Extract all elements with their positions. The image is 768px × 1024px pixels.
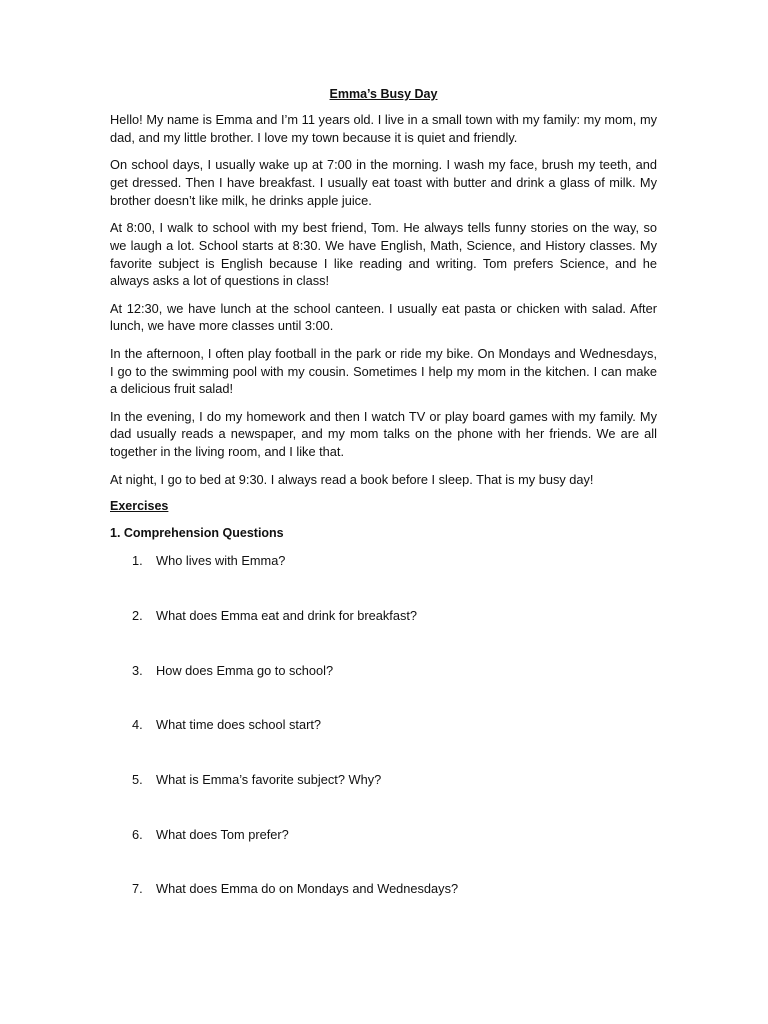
question-number: 5. bbox=[132, 772, 143, 788]
paragraph-school: At 8:00, I walk to school with my best friend, Tom. He always tells funny stories on the way, so we laugh a lot. School starts at 8:30. We have English, Math, Science, and History classes. My favorite subject is English because I like reading and writing. Tom prefers Science, and he always asks a lot of questions in class! bbox=[110, 219, 657, 289]
question-text: How does Emma go to school? bbox=[156, 662, 334, 678]
paragraph-evening: In the evening, I do my homework and then I watch TV or play board games with my family. My dad usually reads a newspaper, and my mom talks on the phone with her friends. We are all together in the living room, and I like that. bbox=[110, 408, 657, 460]
question-text: What does Tom prefer? bbox=[156, 826, 289, 842]
question-number: 2. bbox=[132, 608, 143, 624]
question-item bbox=[110, 771, 657, 788]
question-item bbox=[110, 662, 657, 679]
question-text: What is Emma’s favorite subject? Why? bbox=[156, 772, 382, 788]
document-page bbox=[110, 86, 657, 935]
question-item bbox=[110, 716, 657, 733]
comprehension-heading: 1. Comprehension Questions bbox=[110, 526, 284, 541]
paragraph-intro: Hello! My name is Emma and I’m 11 years old. I live in a small town with my family: my mom, my dad, and my little brother. I love my town because it is quiet and friendly. bbox=[110, 112, 657, 145]
document-title: Emma’s Busy Day bbox=[329, 87, 438, 101]
question-text: What does Emma eat and drink for breakfast? bbox=[156, 608, 418, 624]
exercises-heading: Exercises bbox=[110, 499, 169, 514]
question-item bbox=[110, 880, 657, 897]
question-item bbox=[110, 826, 657, 843]
question-number: 7. bbox=[132, 881, 143, 897]
question-item bbox=[110, 552, 657, 569]
question-text: Who lives with Emma? bbox=[156, 553, 286, 569]
paragraph-afternoon: In the afternoon, I often play football in the park or ride my bike. On Mondays and Wednesdays, I go to the swimming pool with my cousin. Sometimes I help my mom in the kitchen. I can make a delicious fruit salad! bbox=[110, 345, 657, 397]
question-number: 1. bbox=[132, 553, 143, 569]
question-number: 3. bbox=[132, 662, 143, 678]
paragraph-night: At night, I go to bed at 9:30. I always read a book before I sleep. That is my busy day! bbox=[110, 471, 594, 487]
question-text: What does Emma do on Mondays and Wednesdays? bbox=[156, 881, 459, 897]
question-text: What time does school start? bbox=[156, 717, 322, 733]
question-item bbox=[110, 607, 657, 624]
question-number: 6. bbox=[132, 826, 143, 842]
paragraph-lunch: At 12:30, we have lunch at the school canteen. I usually eat pasta or chicken with salad. After lunch, we have more classes until 3:00. bbox=[110, 300, 657, 334]
paragraph-morning: On school days, I usually wake up at 7:00 in the morning. I wash my face, brush my teeth, and get dressed. Then I have breakfast. I usually eat toast with butter and drink a glass of milk. My brother doesn’t like milk, he drinks apple juice. bbox=[110, 157, 657, 208]
question-list bbox=[110, 552, 657, 897]
question-number: 4. bbox=[132, 717, 143, 733]
